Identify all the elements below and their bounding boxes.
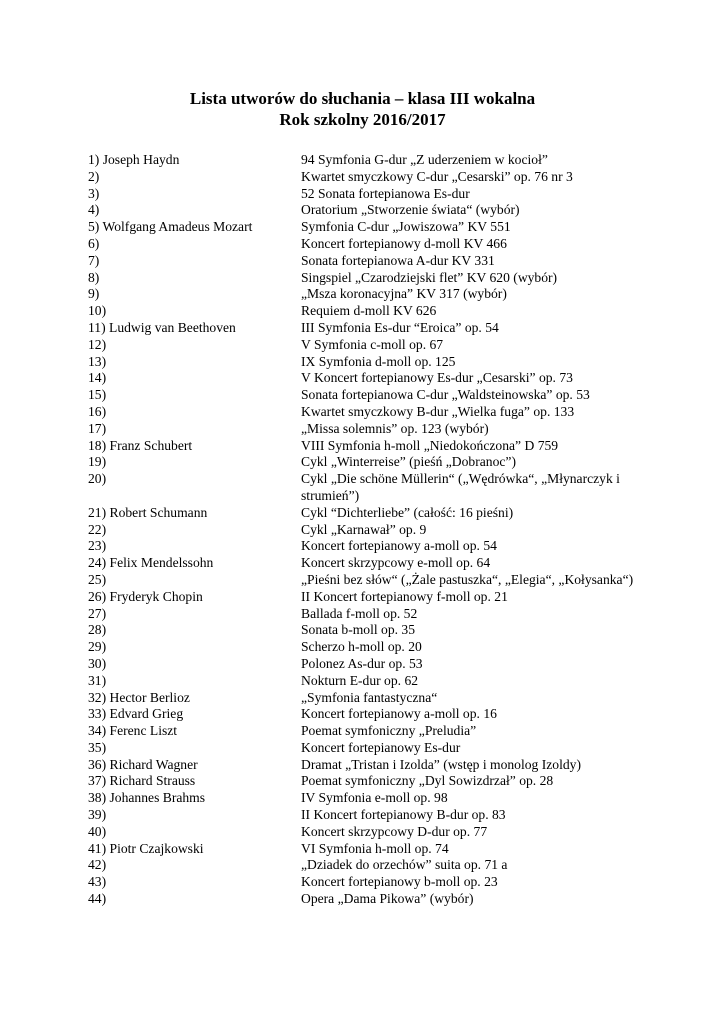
item-number-composer: 7) bbox=[88, 252, 100, 268]
list-item bbox=[88, 790, 648, 807]
list-item bbox=[88, 740, 648, 757]
item-number-composer: 17) bbox=[88, 420, 107, 436]
item-number-composer: 35) bbox=[88, 739, 107, 755]
item-number-composer: 43) bbox=[88, 874, 107, 890]
item-number-composer: 39) bbox=[88, 807, 107, 823]
item-number-composer: 15) bbox=[88, 387, 107, 403]
item-work-title: Koncert fortepianowy a-moll op. 16 bbox=[301, 706, 497, 722]
item-number-composer: 25) bbox=[88, 571, 107, 587]
item-number-composer: 31) bbox=[88, 672, 107, 688]
item-number-composer: 3) bbox=[88, 185, 100, 201]
list-item bbox=[88, 270, 648, 287]
item-work-title: VIII Symfonia h-moll „Niedokończona” D 759 bbox=[301, 437, 559, 453]
item-work-title: „Pieśni bez słów“ („Żale pastuszka“, „Elegia“, „Kołysanka“) bbox=[301, 571, 634, 587]
item-work-title: Sonata b-moll op. 35 bbox=[301, 622, 416, 638]
item-number-composer: 29) bbox=[88, 639, 107, 655]
list-item bbox=[88, 186, 648, 203]
list-item bbox=[88, 320, 648, 337]
list-item bbox=[88, 874, 648, 891]
item-work-title: 94 Symfonia G-dur „Z uderzeniem w kocioł” bbox=[301, 152, 548, 167]
item-number-composer: 41) Piotr Czajkowski bbox=[88, 840, 204, 856]
list-item bbox=[88, 471, 648, 505]
document-title: Lista utworów do słuchania – klasa III wokalna bbox=[189, 89, 536, 108]
item-work-title: Poemat symfoniczny „Dyl Sowizdrzał” op. 28 bbox=[301, 773, 554, 789]
item-work-title: Scherzo h-moll op. 20 bbox=[301, 639, 422, 655]
item-work-title: Koncert fortepianowy Es-dur bbox=[301, 739, 461, 755]
item-work-title: V Symfonia c-moll op. 67 bbox=[301, 336, 444, 352]
item-work-title: Sonata fortepianowa A-dur KV 331 bbox=[301, 252, 495, 268]
item-work-title: „Symfonia fantastyczna“ bbox=[301, 689, 438, 705]
list-item bbox=[88, 891, 648, 908]
list-item bbox=[88, 857, 648, 874]
list-item bbox=[88, 454, 648, 471]
item-work-title: IV Symfonia e-moll op. 98 bbox=[301, 790, 448, 806]
item-work-title: Cykl “Dichterliebe” (całość: 16 pieśni) bbox=[301, 504, 514, 520]
list-item bbox=[88, 622, 648, 639]
item-number-composer: 6) bbox=[88, 235, 100, 251]
list-item bbox=[88, 354, 648, 371]
item-number-composer: 20) bbox=[88, 471, 107, 487]
item-work-title: V Koncert fortepianowy Es-dur „Cesarski” op. 73 bbox=[301, 370, 573, 386]
item-number-composer: 10) bbox=[88, 303, 107, 319]
list-item bbox=[88, 236, 648, 253]
list-item bbox=[88, 286, 648, 303]
item-work-title: VI Symfonia h-moll op. 74 bbox=[301, 840, 449, 856]
list-item bbox=[88, 824, 648, 841]
item-number-composer: 34) Ferenc Liszt bbox=[88, 723, 178, 739]
item-work-title: Kwartet smyczkowy C-dur „Cesarski” op. 76 nr 3 bbox=[301, 168, 573, 184]
item-number-composer: 36) Richard Wagner bbox=[88, 756, 198, 772]
list-item bbox=[88, 639, 648, 656]
item-work-title: Symfonia C-dur „Jowiszowa” KV 551 bbox=[301, 219, 511, 235]
item-number-composer: 12) bbox=[88, 336, 107, 352]
item-work-title: Polonez As-dur op. 53 bbox=[301, 655, 423, 671]
item-number-composer: 40) bbox=[88, 823, 107, 839]
item-number-composer: 11) Ludwig van Beethoven bbox=[88, 319, 236, 335]
item-work-title: Sonata fortepianowa C-dur „Waldsteinowska” op. 53 bbox=[301, 387, 590, 403]
list-item bbox=[88, 656, 648, 673]
list-item bbox=[88, 773, 648, 790]
item-number-composer: 24) Felix Mendelssohn bbox=[88, 555, 214, 571]
item-work-title: Koncert fortepianowy a-moll op. 54 bbox=[301, 538, 497, 554]
item-number-composer: 22) bbox=[88, 521, 107, 537]
item-work-title: Nokturn E-dur op. 62 bbox=[301, 672, 419, 688]
list-item bbox=[88, 555, 648, 572]
item-number-composer: 30) bbox=[88, 655, 107, 671]
item-number-composer: 8) bbox=[88, 269, 100, 285]
list-item bbox=[88, 219, 648, 236]
list-item bbox=[88, 438, 648, 455]
item-work-title: Poemat symfoniczny „Preludia” bbox=[301, 723, 477, 739]
item-number-composer: 5) Wolfgang Amadeus Mozart bbox=[88, 219, 253, 235]
item-work-title: Cykl „Karnawał” op. 9 bbox=[301, 521, 427, 537]
list-item bbox=[88, 370, 648, 387]
list-item bbox=[88, 589, 648, 606]
list-item bbox=[88, 841, 648, 858]
list-item bbox=[88, 706, 648, 723]
item-work-title: Ballada f-moll op. 52 bbox=[301, 605, 418, 621]
item-work-title: Cykl „Die schöne Müllerin“ („Wędrówka“, „Młynarczyk i strumień”) bbox=[301, 471, 620, 503]
list-item bbox=[88, 572, 648, 589]
item-work-title: Koncert fortepianowy d-moll KV 466 bbox=[301, 235, 507, 251]
item-work-title: 52 Sonata fortepianowa Es-dur bbox=[301, 185, 470, 201]
item-work-title: Oratorium „Stworzenie świata“ (wybór) bbox=[301, 202, 520, 218]
list-item bbox=[88, 404, 648, 421]
item-work-title: Koncert skrzypcowy D-dur op. 77 bbox=[301, 823, 488, 839]
item-number-composer: 4) bbox=[88, 202, 100, 218]
item-number-composer: 32) Hector Berlioz bbox=[88, 689, 190, 705]
list-item bbox=[88, 169, 648, 186]
item-work-title: Kwartet smyczkowy B-dur „Wielka fuga” op. 133 bbox=[301, 403, 575, 419]
list-item bbox=[88, 807, 648, 824]
item-work-title: „Dziadek do orzechów” suita op. 71 a bbox=[301, 857, 508, 873]
document-subtitle: Rok szkolny 2016/2017 bbox=[279, 110, 446, 129]
item-number-composer: 9) bbox=[88, 286, 100, 302]
item-work-title: Opera „Dama Pikowa” (wybór) bbox=[301, 891, 474, 907]
list-item bbox=[88, 253, 648, 270]
list-item bbox=[88, 152, 648, 169]
list-item bbox=[88, 522, 648, 539]
item-number-composer: 44) bbox=[88, 891, 107, 907]
item-number-composer: 19) bbox=[88, 454, 107, 470]
item-work-title: Koncert skrzypcowy e-moll op. 64 bbox=[301, 555, 491, 571]
item-number-composer: 1) Joseph Haydn bbox=[88, 152, 180, 167]
item-number-composer: 2) bbox=[88, 168, 100, 184]
item-number-composer: 13) bbox=[88, 353, 107, 369]
item-work-title: II Koncert fortepianowy f-moll op. 21 bbox=[301, 588, 508, 604]
item-number-composer: 23) bbox=[88, 538, 107, 554]
list-item bbox=[88, 337, 648, 354]
item-number-composer: 27) bbox=[88, 605, 107, 621]
list-item bbox=[88, 757, 648, 774]
list-item bbox=[88, 387, 648, 404]
item-work-title: II Koncert fortepianowy B-dur op. 83 bbox=[301, 807, 506, 823]
item-number-composer: 42) bbox=[88, 857, 107, 873]
item-work-title: Requiem d-moll KV 626 bbox=[301, 303, 437, 319]
list-item bbox=[88, 303, 648, 320]
item-number-composer: 14) bbox=[88, 370, 107, 386]
list-item bbox=[88, 421, 648, 438]
item-work-title: IX Symfonia d-moll op. 125 bbox=[301, 353, 456, 369]
item-work-title: Dramat „Tristan i Izolda” (wstęp i monolog Izoldy) bbox=[301, 756, 581, 772]
list-item bbox=[88, 606, 648, 623]
item-work-title: „Missa solemnis” op. 123 (wybór) bbox=[301, 420, 489, 436]
list-item bbox=[88, 538, 648, 555]
item-number-composer: 33) Edvard Grieg bbox=[88, 706, 184, 722]
item-work-title: „Msza koronacyjna” KV 317 (wybór) bbox=[301, 286, 507, 302]
list-item bbox=[88, 673, 648, 690]
list-item bbox=[88, 690, 648, 707]
item-number-composer: 16) bbox=[88, 403, 107, 419]
item-number-composer: 26) Fryderyk Chopin bbox=[88, 588, 203, 604]
list-item bbox=[88, 723, 648, 740]
list-item bbox=[88, 202, 648, 219]
item-work-title: Singspiel „Czarodziejski flet” KV 620 (wybór) bbox=[301, 269, 558, 285]
works-list bbox=[88, 152, 648, 908]
item-number-composer: 37) Richard Strauss bbox=[88, 773, 196, 789]
item-number-composer: 38) Johannes Brahms bbox=[88, 790, 206, 806]
item-work-title: III Symfonia Es-dur “Eroica” op. 54 bbox=[301, 319, 499, 335]
item-work-title: Cykl „Winterreise” (pieśń „Dobranoc”) bbox=[301, 454, 516, 470]
item-number-composer: 21) Robert Schumann bbox=[88, 504, 208, 520]
item-number-composer: 18) Franz Schubert bbox=[88, 437, 193, 453]
item-number-composer: 28) bbox=[88, 622, 107, 638]
item-work-title: Koncert fortepianowy b-moll op. 23 bbox=[301, 874, 498, 890]
list-item bbox=[88, 505, 648, 522]
